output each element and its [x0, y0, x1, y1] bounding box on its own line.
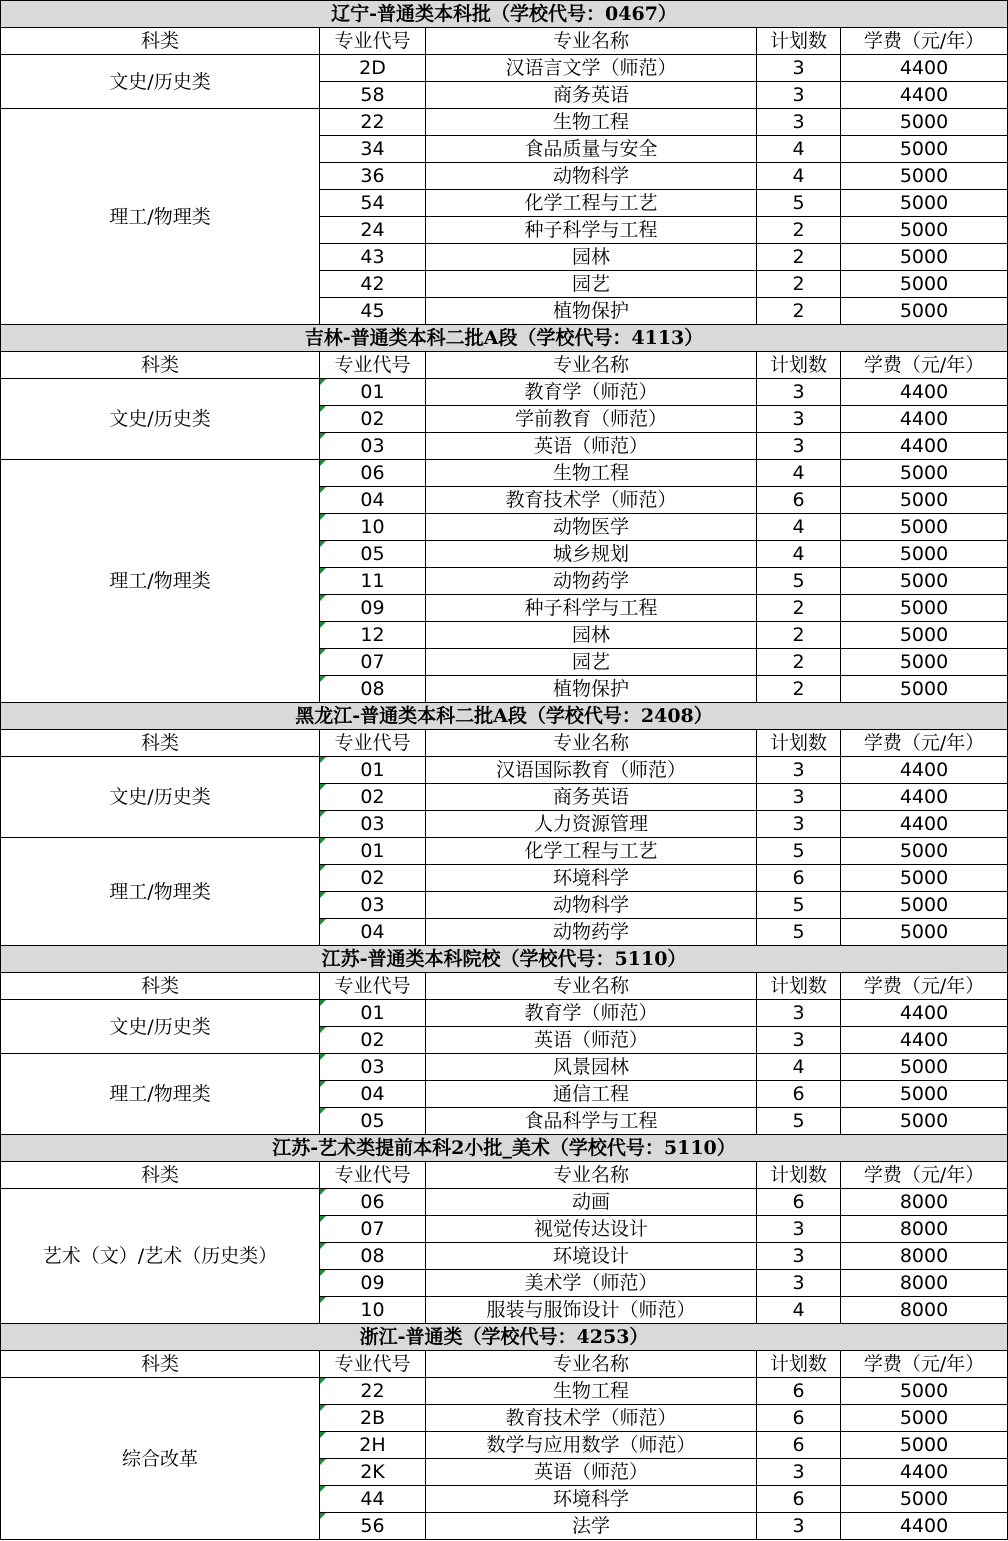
major-name-cell: 动物医学 [426, 514, 757, 541]
major-name-cell: 英语（师范） [426, 1027, 757, 1054]
major-name-cell: 教育学（师范） [426, 1000, 757, 1027]
tuition-cell: 5000 [841, 622, 1008, 649]
code-cell: 42 [320, 271, 426, 298]
major-name-cell: 园林 [426, 622, 757, 649]
major-name-cell: 服装与服饰设计（师范） [426, 1297, 757, 1324]
plan-count-cell: 4 [757, 541, 841, 568]
column-header-row [1, 973, 1008, 1000]
header-name: 专业名称 [426, 1162, 757, 1189]
section-title-row [1, 1, 1008, 28]
plan-count-cell: 3 [757, 379, 841, 406]
tuition-cell: 4400 [841, 811, 1008, 838]
tuition-cell: 5000 [841, 568, 1008, 595]
code-cell: 12 [320, 622, 426, 649]
plan-count-cell: 4 [757, 1297, 841, 1324]
tuition-cell: 5000 [841, 595, 1008, 622]
column-header-row [1, 28, 1008, 55]
plan-count-cell: 2 [757, 676, 841, 703]
plan-count-cell: 4 [757, 514, 841, 541]
plan-count-cell: 6 [757, 487, 841, 514]
code-cell: 03 [320, 433, 426, 460]
tuition-cell: 5000 [841, 271, 1008, 298]
plan-count-cell: 3 [757, 811, 841, 838]
code-cell: 09 [320, 1270, 426, 1297]
header-category: 科类 [1, 730, 320, 757]
plan-count-cell: 5 [757, 919, 841, 946]
plan-count-cell: 3 [757, 82, 841, 109]
code-cell: 43 [320, 244, 426, 271]
category-cell: 理工/物理类 [1, 460, 320, 703]
plan-count-cell: 5 [757, 568, 841, 595]
major-name-cell: 人力资源管理 [426, 811, 757, 838]
major-name-cell: 化学工程与工艺 [426, 190, 757, 217]
category-cell: 文史/历史类 [1, 379, 320, 460]
code-cell: 04 [320, 487, 426, 514]
major-name-cell: 植物保护 [426, 298, 757, 325]
major-name-cell: 法学 [426, 1513, 757, 1540]
code-cell: 04 [320, 919, 426, 946]
major-name-cell: 动物药学 [426, 919, 757, 946]
plan-count-cell: 6 [757, 1486, 841, 1513]
code-cell: 08 [320, 1243, 426, 1270]
major-name-cell: 种子科学与工程 [426, 595, 757, 622]
major-name-cell: 汉语国际教育（师范） [426, 757, 757, 784]
plan-count-cell: 6 [757, 1432, 841, 1459]
section-title: 浙江-普通类（学校代号：4253） [1, 1324, 1008, 1351]
code-cell: 36 [320, 163, 426, 190]
tuition-cell: 4400 [841, 55, 1008, 82]
table-row [1, 379, 1008, 406]
code-cell: 01 [320, 838, 426, 865]
tuition-cell: 4400 [841, 1000, 1008, 1027]
table-row [1, 1054, 1008, 1081]
major-name-cell: 化学工程与工艺 [426, 838, 757, 865]
major-name-cell: 城乡规划 [426, 541, 757, 568]
plan-count-cell: 3 [757, 1000, 841, 1027]
code-cell: 10 [320, 1297, 426, 1324]
major-name-cell: 学前教育（师范） [426, 406, 757, 433]
code-cell: 06 [320, 1189, 426, 1216]
major-name-cell: 美术学（师范） [426, 1270, 757, 1297]
tuition-cell: 5000 [841, 163, 1008, 190]
tuition-cell: 5000 [841, 217, 1008, 244]
header-category: 科类 [1, 973, 320, 1000]
code-cell: 02 [320, 1027, 426, 1054]
tuition-cell: 8000 [841, 1243, 1008, 1270]
header-fee: 学费（元/年） [841, 1162, 1008, 1189]
tuition-cell: 4400 [841, 379, 1008, 406]
major-name-cell: 园艺 [426, 271, 757, 298]
header-plan: 计划数 [757, 1351, 841, 1378]
table-row [1, 1189, 1008, 1216]
code-cell: 11 [320, 568, 426, 595]
code-cell: 02 [320, 784, 426, 811]
tuition-cell: 4400 [841, 1513, 1008, 1540]
section-title: 吉林-普通类本科二批A段（学校代号：4113） [1, 325, 1008, 352]
header-fee: 学费（元/年） [841, 730, 1008, 757]
plan-count-cell: 3 [757, 406, 841, 433]
code-cell: 08 [320, 676, 426, 703]
tuition-cell: 5000 [841, 1378, 1008, 1405]
plan-count-cell: 2 [757, 622, 841, 649]
tuition-cell: 4400 [841, 406, 1008, 433]
code-cell: 10 [320, 514, 426, 541]
plan-count-cell: 2 [757, 217, 841, 244]
plan-count-cell: 3 [757, 55, 841, 82]
code-cell: 05 [320, 541, 426, 568]
section-title-row [1, 703, 1008, 730]
major-name-cell: 教育技术学（师范） [426, 1405, 757, 1432]
header-name: 专业名称 [426, 730, 757, 757]
plan-count-cell: 2 [757, 298, 841, 325]
plan-count-cell: 3 [757, 109, 841, 136]
header-plan: 计划数 [757, 973, 841, 1000]
section-title-row [1, 1135, 1008, 1162]
tuition-cell: 8000 [841, 1189, 1008, 1216]
header-plan: 计划数 [757, 730, 841, 757]
major-name-cell: 商务英语 [426, 82, 757, 109]
section-title-row [1, 1324, 1008, 1351]
tuition-cell: 4400 [841, 1027, 1008, 1054]
major-name-cell: 商务英语 [426, 784, 757, 811]
category-cell: 艺术（文）/艺术（历史类） [1, 1189, 320, 1324]
section-title: 辽宁-普通类本科批（学校代号：0467） [1, 1, 1008, 28]
header-code: 专业代号 [320, 28, 426, 55]
plan-count-cell: 6 [757, 1189, 841, 1216]
table-row [1, 460, 1008, 487]
tuition-cell: 5000 [841, 460, 1008, 487]
plan-count-cell: 2 [757, 271, 841, 298]
code-cell: 01 [320, 1000, 426, 1027]
plan-count-cell: 5 [757, 190, 841, 217]
header-category: 科类 [1, 28, 320, 55]
plan-count-cell: 4 [757, 1054, 841, 1081]
plan-count-cell: 5 [757, 892, 841, 919]
code-cell: 2B [320, 1405, 426, 1432]
code-cell: 22 [320, 109, 426, 136]
plan-count-cell: 3 [757, 433, 841, 460]
code-cell: 03 [320, 892, 426, 919]
major-name-cell: 动画 [426, 1189, 757, 1216]
header-code: 专业代号 [320, 1351, 426, 1378]
plan-count-cell: 6 [757, 1378, 841, 1405]
header-code: 专业代号 [320, 352, 426, 379]
plan-count-cell: 3 [757, 757, 841, 784]
table-row [1, 838, 1008, 865]
major-name-cell: 教育技术学（师范） [426, 487, 757, 514]
tuition-cell: 4400 [841, 82, 1008, 109]
plan-count-cell: 3 [757, 1270, 841, 1297]
major-name-cell: 汉语言文学（师范） [426, 55, 757, 82]
plan-count-cell: 6 [757, 1081, 841, 1108]
tuition-cell: 5000 [841, 1486, 1008, 1513]
code-cell: 09 [320, 595, 426, 622]
code-cell: 56 [320, 1513, 426, 1540]
plan-count-cell: 2 [757, 244, 841, 271]
tuition-cell: 5000 [841, 298, 1008, 325]
header-category: 科类 [1, 1162, 320, 1189]
plan-count-cell: 2 [757, 595, 841, 622]
plan-count-cell: 3 [757, 1459, 841, 1486]
plan-count-cell: 3 [757, 1216, 841, 1243]
header-code: 专业代号 [320, 730, 426, 757]
plan-count-cell: 6 [757, 1405, 841, 1432]
category-cell: 理工/物理类 [1, 1054, 320, 1135]
tuition-cell: 5000 [841, 1054, 1008, 1081]
major-name-cell: 园林 [426, 244, 757, 271]
section-title-row [1, 946, 1008, 973]
category-cell: 理工/物理类 [1, 838, 320, 946]
code-cell: 2H [320, 1432, 426, 1459]
section-title: 江苏-普通类本科院校（学校代号：5110） [1, 946, 1008, 973]
plan-count-cell: 3 [757, 1027, 841, 1054]
header-fee: 学费（元/年） [841, 1351, 1008, 1378]
plan-count-cell: 5 [757, 838, 841, 865]
tuition-cell: 5000 [841, 1432, 1008, 1459]
major-name-cell: 食品科学与工程 [426, 1108, 757, 1135]
header-category: 科类 [1, 1351, 320, 1378]
plan-count-cell: 5 [757, 1108, 841, 1135]
header-name: 专业名称 [426, 973, 757, 1000]
tuition-cell: 5000 [841, 109, 1008, 136]
header-name: 专业名称 [426, 28, 757, 55]
major-name-cell: 环境科学 [426, 1486, 757, 1513]
category-cell: 综合改革 [1, 1378, 320, 1540]
section-title: 江苏-艺术类提前本科2小批_美术（学校代号：5110） [1, 1135, 1008, 1162]
header-name: 专业名称 [426, 1351, 757, 1378]
tuition-cell: 5000 [841, 919, 1008, 946]
major-name-cell: 生物工程 [426, 109, 757, 136]
code-cell: 07 [320, 649, 426, 676]
code-cell: 24 [320, 217, 426, 244]
major-name-cell: 视觉传达设计 [426, 1216, 757, 1243]
code-cell: 2D [320, 55, 426, 82]
plan-count-cell: 6 [757, 865, 841, 892]
tuition-cell: 5000 [841, 514, 1008, 541]
table-row [1, 757, 1008, 784]
section-title-row [1, 325, 1008, 352]
tuition-cell: 5000 [841, 244, 1008, 271]
major-name-cell: 种子科学与工程 [426, 217, 757, 244]
column-header-row [1, 352, 1008, 379]
code-cell: 45 [320, 298, 426, 325]
major-name-cell: 数学与应用数学（师范） [426, 1432, 757, 1459]
code-cell: 34 [320, 136, 426, 163]
plan-count-cell: 3 [757, 784, 841, 811]
tuition-cell: 8000 [841, 1216, 1008, 1243]
header-code: 专业代号 [320, 1162, 426, 1189]
plan-count-cell: 4 [757, 460, 841, 487]
code-cell: 02 [320, 406, 426, 433]
section-title: 黑龙江-普通类本科二批A段（学校代号：2408） [1, 703, 1008, 730]
category-cell: 文史/历史类 [1, 757, 320, 838]
code-cell: 22 [320, 1378, 426, 1405]
table-row [1, 1000, 1008, 1027]
header-plan: 计划数 [757, 28, 841, 55]
table-row [1, 1378, 1008, 1405]
major-name-cell: 教育学（师范） [426, 379, 757, 406]
tuition-cell: 5000 [841, 649, 1008, 676]
plan-count-cell: 3 [757, 1243, 841, 1270]
major-name-cell: 环境设计 [426, 1243, 757, 1270]
tuition-cell: 5000 [841, 1405, 1008, 1432]
plan-count-cell: 4 [757, 163, 841, 190]
tuition-cell: 5000 [841, 1081, 1008, 1108]
category-cell: 理工/物理类 [1, 109, 320, 325]
code-cell: 58 [320, 82, 426, 109]
tuition-cell: 4400 [841, 433, 1008, 460]
major-name-cell: 动物科学 [426, 163, 757, 190]
major-name-cell: 英语（师范） [426, 433, 757, 460]
header-plan: 计划数 [757, 352, 841, 379]
tuition-cell: 5000 [841, 487, 1008, 514]
plan-count-cell: 4 [757, 136, 841, 163]
code-cell: 03 [320, 811, 426, 838]
table-row [1, 55, 1008, 82]
column-header-row [1, 730, 1008, 757]
major-name-cell: 食品质量与安全 [426, 136, 757, 163]
header-fee: 学费（元/年） [841, 352, 1008, 379]
code-cell: 2K [320, 1459, 426, 1486]
code-cell: 01 [320, 379, 426, 406]
tuition-cell: 5000 [841, 838, 1008, 865]
code-cell: 54 [320, 190, 426, 217]
major-name-cell: 园艺 [426, 649, 757, 676]
tuition-cell: 8000 [841, 1270, 1008, 1297]
code-cell: 44 [320, 1486, 426, 1513]
code-cell: 07 [320, 1216, 426, 1243]
major-name-cell: 环境科学 [426, 865, 757, 892]
header-fee: 学费（元/年） [841, 973, 1008, 1000]
column-header-row [1, 1162, 1008, 1189]
plan-count-cell: 2 [757, 649, 841, 676]
table-body [1, 1, 1008, 1540]
table-row [1, 109, 1008, 136]
major-name-cell: 动物科学 [426, 892, 757, 919]
tuition-cell: 5000 [841, 676, 1008, 703]
major-name-cell: 动物药学 [426, 568, 757, 595]
code-cell: 02 [320, 865, 426, 892]
major-name-cell: 通信工程 [426, 1081, 757, 1108]
header-code: 专业代号 [320, 973, 426, 1000]
major-name-cell: 英语（师范） [426, 1459, 757, 1486]
tuition-cell: 8000 [841, 1297, 1008, 1324]
tuition-cell: 4400 [841, 784, 1008, 811]
header-name: 专业名称 [426, 352, 757, 379]
major-name-cell: 生物工程 [426, 1378, 757, 1405]
tuition-cell: 4400 [841, 757, 1008, 784]
major-name-cell: 植物保护 [426, 676, 757, 703]
code-cell: 05 [320, 1108, 426, 1135]
major-name-cell: 风景园林 [426, 1054, 757, 1081]
major-name-cell: 生物工程 [426, 460, 757, 487]
tuition-cell: 5000 [841, 136, 1008, 163]
plan-count-cell: 3 [757, 1513, 841, 1540]
category-cell: 文史/历史类 [1, 55, 320, 109]
code-cell: 01 [320, 757, 426, 784]
header-plan: 计划数 [757, 1162, 841, 1189]
header-category: 科类 [1, 352, 320, 379]
header-fee: 学费（元/年） [841, 28, 1008, 55]
category-cell: 文史/历史类 [1, 1000, 320, 1054]
code-cell: 03 [320, 1054, 426, 1081]
tuition-cell: 5000 [841, 541, 1008, 568]
tuition-cell: 4400 [841, 1459, 1008, 1486]
code-cell: 04 [320, 1081, 426, 1108]
tuition-cell: 5000 [841, 865, 1008, 892]
tuition-cell: 5000 [841, 190, 1008, 217]
tuition-cell: 5000 [841, 892, 1008, 919]
tuition-cell: 5000 [841, 1108, 1008, 1135]
code-cell: 06 [320, 460, 426, 487]
column-header-row [1, 1351, 1008, 1378]
